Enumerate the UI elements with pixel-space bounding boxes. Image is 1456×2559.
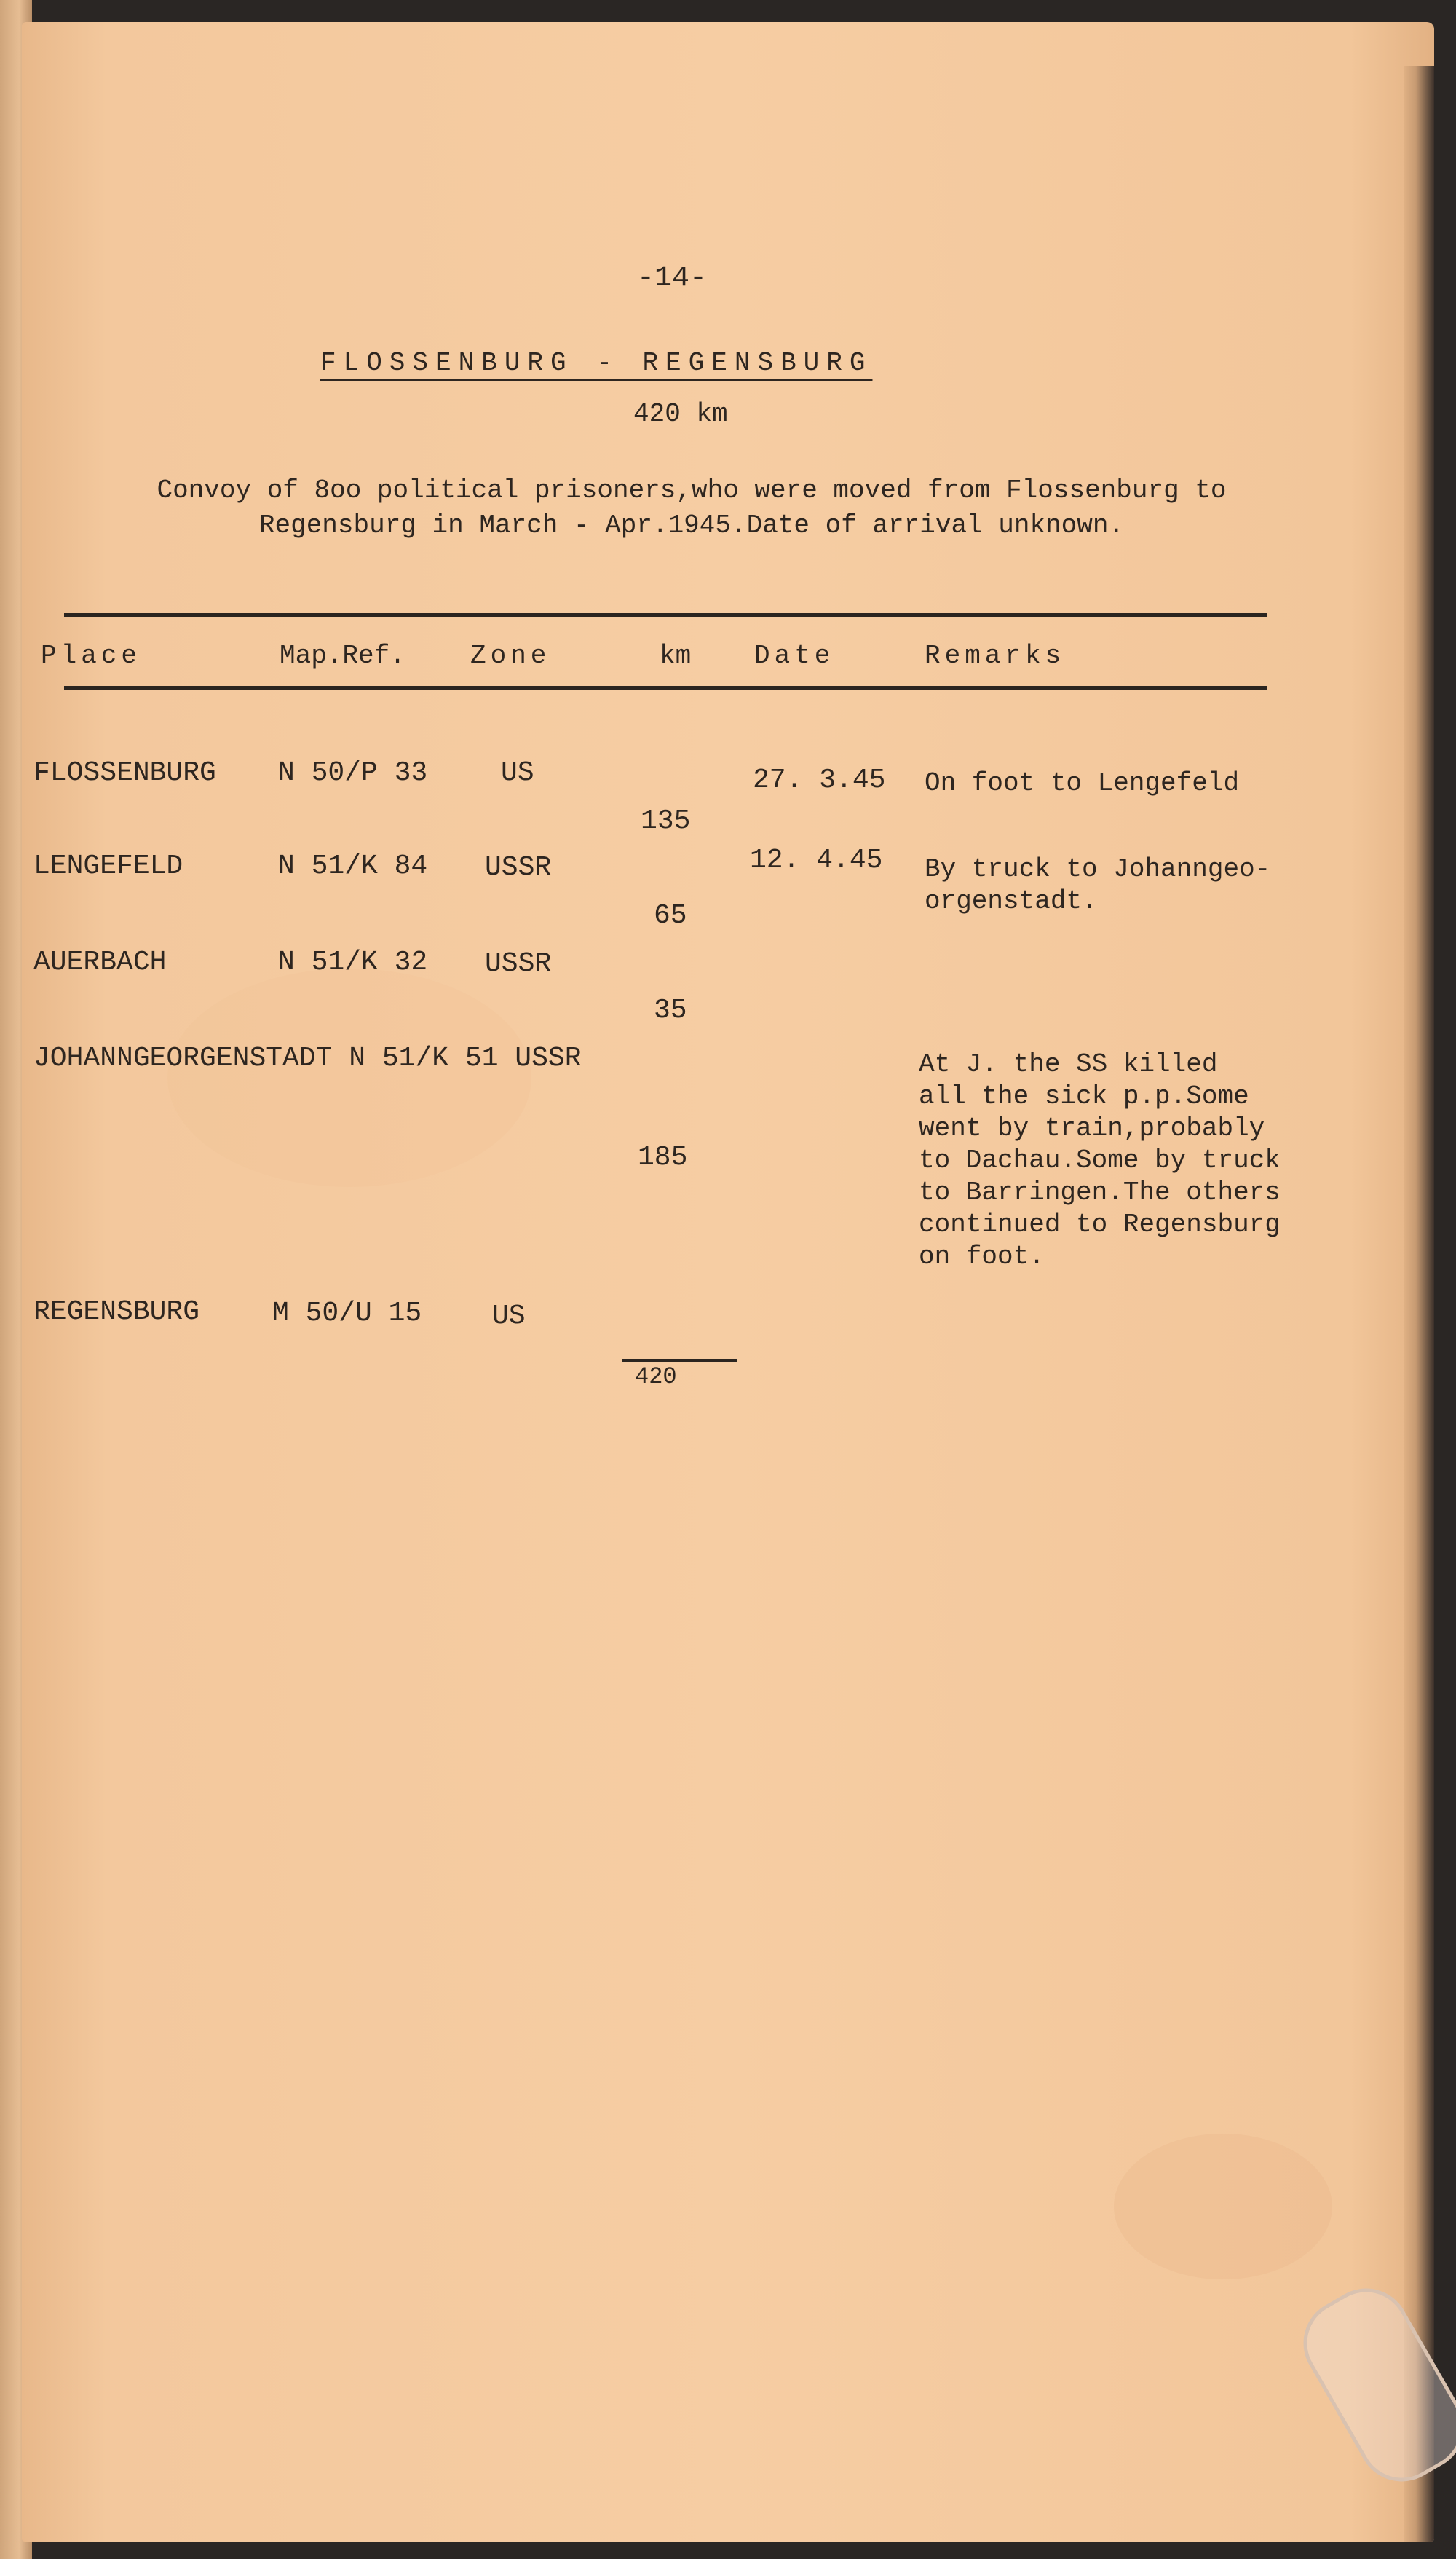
table-cell-map-ref: M 50/U 15 <box>272 1298 422 1329</box>
table-cell-place: REGENSBURG <box>33 1296 200 1328</box>
table-top-rule <box>64 613 1267 617</box>
column-header-place: Place <box>41 641 142 671</box>
column-header-map-ref: Map.Ref. <box>280 641 405 671</box>
column-header-remarks: Remarks <box>925 641 1066 671</box>
table-header-rule <box>64 686 1267 690</box>
column-header-zone: Zone <box>470 641 551 671</box>
segment-km: 185 <box>638 1142 688 1173</box>
intro-line: Convoy of 8oo political prisoners,who were moved from Flossenburg to <box>157 476 1227 505</box>
table-cell-place: LENGEFELD <box>33 851 183 882</box>
table-cell-zone: USSR <box>485 948 552 979</box>
table-cell-map-ref: N 51/K 84 <box>278 851 428 882</box>
total-rule <box>622 1359 737 1362</box>
total-km: 420 <box>635 1363 677 1390</box>
segment-km: 35 <box>654 995 687 1026</box>
column-header-km: km <box>660 641 692 671</box>
table-cell-zone: US <box>492 1301 526 1332</box>
table-cell-place: JOHANNGEORGENSTADT N 51/K 51 USSR <box>33 1043 582 1074</box>
intro-paragraph <box>124 473 1259 543</box>
document-page <box>22 22 1434 2542</box>
page-right-edge <box>1404 66 1434 2542</box>
table-cell-remarks: At J. the SS killed all the sick p.p.Some went by train,probably to Dachau.Some by truck to Barringen.The others continued to Regensburg on foot. <box>919 1049 1281 1271</box>
table-cell-date: 12. 4.45 <box>750 845 883 876</box>
segment-km: 65 <box>654 900 687 931</box>
intro-line: Regensburg in March - Apr.1945.Date of arrival unknown. <box>258 510 1125 540</box>
table-cell-remarks: By truck to Johanngeo- orgenstadt. <box>925 854 1271 916</box>
table-cell-zone: US <box>501 757 534 789</box>
table-cell-map-ref: N 50/P 33 <box>278 757 428 789</box>
table-cell-zone: USSR <box>485 852 552 883</box>
paper-stain <box>1114 2134 1332 2279</box>
table-cell-place: FLOSSENBURG <box>33 757 216 789</box>
paper-stain <box>167 969 531 1187</box>
table-cell-date: 27. 3.45 <box>753 765 886 796</box>
table-cell-place: AUERBACH <box>33 947 167 978</box>
segment-km: 135 <box>641 805 691 837</box>
table-cell-map-ref: N 51/K 32 <box>278 947 428 978</box>
document-subtitle: 420 km <box>633 399 728 429</box>
document-title: FLOSSENBURG - REGENSBURG <box>320 348 873 378</box>
page-number: -14- <box>637 262 708 295</box>
table-cell-remarks: On foot to Lengefeld <box>925 768 1240 798</box>
column-header-date: Date <box>754 641 835 671</box>
